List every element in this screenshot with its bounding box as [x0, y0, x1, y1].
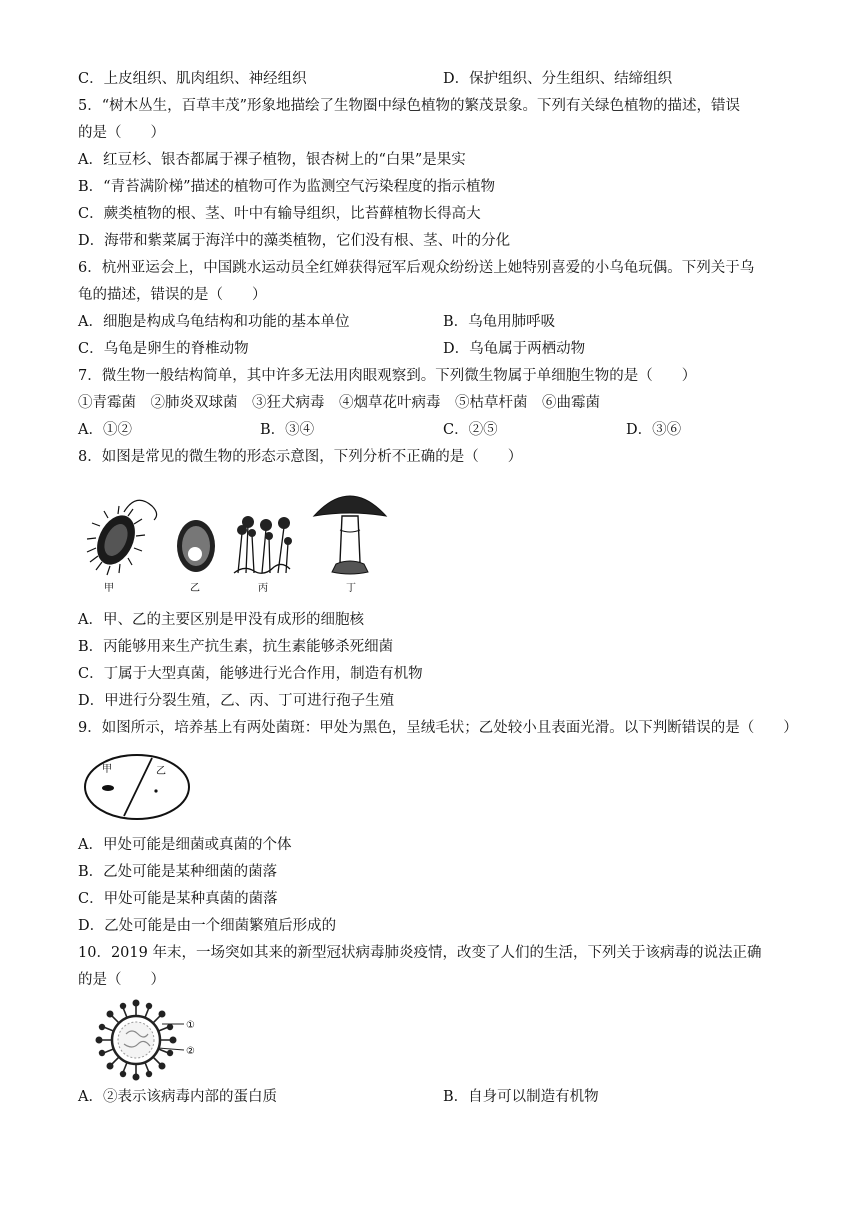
q10-stem-line1: 10．2019 年末，一场突如其来的新型冠状病毒肺炎疫情，改变了人们的生活，下列关于该病毒的说法正确	[78, 945, 762, 961]
q7-option-a: A．①②	[78, 422, 132, 438]
q8-stem: 8．如图是常见的微生物的形态示意图，下列分析不正确的是（ ）	[78, 449, 523, 465]
q7-items: ①青霉菌 ②肺炎双球菌 ③狂犬病毒 ④烟草花叶病毒 ⑤枯草杆菌 ⑥曲霉菌	[78, 395, 600, 411]
q9-stem: 9．如图所示，培养基上有两处菌斑：甲处为黑色，呈绒毛状；乙处较小且表面光滑。以下判断错误的是（ ）	[78, 720, 798, 736]
q8-option-a: A．甲、乙的主要区别是甲没有成形的细胞核	[78, 612, 364, 628]
q6-option-d: D．乌龟属于两栖动物	[443, 341, 586, 357]
q5-option-b: B．“青苔满阶梯”描述的植物可作为监测空气污染程度的指示植物	[78, 179, 495, 195]
q9-option-d: D．乙处可能是由一个细菌繁殖后形成的	[78, 918, 337, 934]
q10-option-a: A．②表示该病毒内部的蛋白质	[78, 1089, 277, 1105]
q8-option-d: D．甲进行分裂生殖，乙、丙、丁可进行孢子生殖	[78, 693, 395, 709]
petri-dish-outline	[85, 755, 189, 819]
q5-option-c: C．蕨类植物的根、茎、叶中有输导组织，比苔藓植物长得高大	[78, 206, 481, 222]
q10-option-b: B．自身可以制造有机物	[443, 1089, 599, 1105]
colony-yi	[154, 789, 157, 792]
virus-label-2: ②	[186, 1046, 195, 1057]
fig-label-yi: 乙	[190, 583, 200, 594]
q5-stem-line2: 的是（ ）	[78, 125, 165, 141]
petri-label-jia: 甲	[102, 764, 112, 775]
colony-jia	[102, 785, 114, 791]
q7-option-c: C．②⑤	[443, 422, 498, 438]
q5-stem-line1: 5．“树木丛生，百草丰茂”形象地描绘了生物圈中绿色植物的繁茂景象。下列有关绿色植物的描述，错误	[78, 98, 741, 114]
fig-label-jia: 甲	[104, 583, 114, 594]
q6-stem-line1: 6．杭州亚运会上，中国跳水运动员全红婵获得冠军后观众纷纷送上她特别喜爱的小乌龟玩偶。下列关于乌	[78, 260, 755, 276]
q9-option-c: C．甲处可能是某种真菌的菌落	[78, 891, 278, 907]
yeast-cell-illustration	[177, 520, 215, 572]
q10-stem-line2: 的是（ ）	[78, 972, 165, 988]
q9-petri-dish-figure	[82, 752, 194, 824]
q6-option-a: A．细胞是构成乌龟结构和功能的基本单位	[78, 314, 350, 330]
q5-option-d: D．海带和紫菜属于海洋中的藻类植物，它们没有根、茎、叶的分化	[78, 233, 511, 249]
q10-coronavirus-figure	[86, 998, 208, 1084]
q6-option-b: B．乌龟用肺呼吸	[443, 314, 556, 330]
q7-stem: 7．微生物一般结构简单，其中许多无法用肉眼观察到。下列微生物属于单细胞生物的是（ ）	[78, 368, 697, 384]
q5-option-a: A．红豆杉、银杏都属于裸子植物，银杏树上的“白果”是果实	[78, 152, 466, 168]
q8-option-c: C．丁属于大型真菌，能够进行光合作用，制造有机物	[78, 666, 423, 682]
fig-label-bing: 丙	[258, 583, 268, 594]
q7-option-b: B．③④	[260, 422, 315, 438]
bacterium-illustration	[87, 500, 157, 575]
q9-option-b: B．乙处可能是某种细菌的菌落	[78, 864, 278, 880]
petri-label-yi: 乙	[156, 766, 166, 777]
q8-option-b: B．丙能够用来生产抗生素，抗生素能够杀死细菌	[78, 639, 394, 655]
fig-label-ding: 丁	[346, 583, 356, 594]
virus-illustration	[96, 1000, 177, 1081]
q4-option-d: D．保护组织、分生组织、结缔组织	[443, 71, 673, 87]
q4-option-c: C．上皮组织、肌肉组织、神经组织	[78, 71, 307, 87]
mold-illustration	[234, 516, 292, 573]
mushroom-illustration	[314, 496, 386, 574]
q9-option-a: A．甲处可能是细菌或真菌的个体	[78, 837, 292, 853]
q6-stem-line2: 龟的描述，错误的是（ ）	[78, 287, 267, 303]
q6-option-c: C．乌龟是卵生的脊椎动物	[78, 341, 249, 357]
q7-option-d: D．③⑥	[626, 422, 682, 438]
virus-label-1: ①	[186, 1020, 195, 1031]
q8-microorganism-figure	[78, 478, 398, 598]
